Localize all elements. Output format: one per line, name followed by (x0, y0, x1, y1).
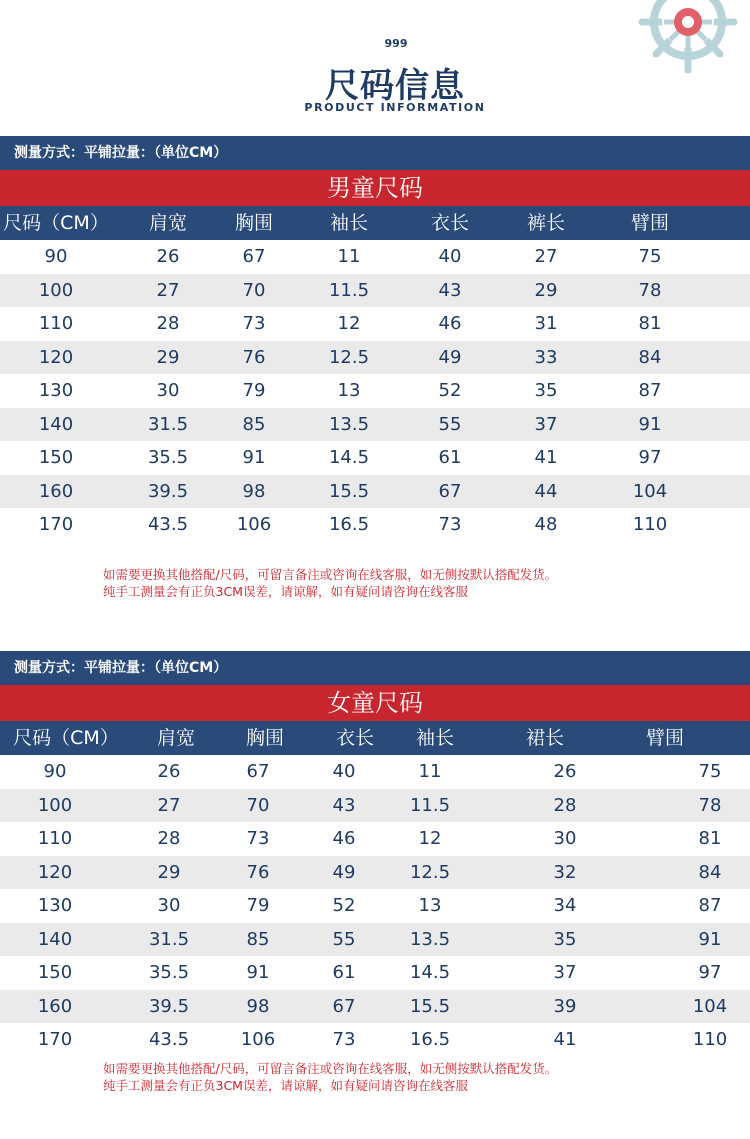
table-cell: 70 (242, 279, 266, 301)
table-cell: 67 (438, 480, 462, 502)
table-cell: 26 (553, 761, 577, 782)
table-cell: 11.5 (409, 794, 451, 816)
table-cell: 32 (553, 861, 577, 883)
table-cell: 84 (698, 861, 722, 883)
table-cell: 67 (242, 246, 266, 267)
boys-table-title: 男童尺码 (0, 170, 750, 206)
page-header (0, 0, 750, 130)
table-cell: 110 (632, 514, 668, 535)
table-cell: 26 (156, 246, 180, 267)
table-cell: 35 (534, 380, 558, 401)
table-cell: 27 (156, 279, 180, 301)
table-row (0, 789, 750, 823)
table-row (0, 475, 750, 509)
header-cell: 衣长 (335, 727, 374, 749)
table-cell: 29 (157, 861, 181, 883)
table-row (0, 307, 750, 341)
table-cell: 97 (638, 447, 662, 468)
table-cell: 91 (638, 413, 662, 435)
table-cell: 11 (418, 761, 442, 782)
table-row (0, 856, 750, 890)
table-cell: 55 (332, 928, 356, 950)
table-row (0, 822, 750, 856)
table-cell: 98 (246, 995, 270, 1017)
table-cell: 16.5 (328, 514, 370, 535)
table-cell: 97 (698, 962, 722, 983)
table-cell: 30 (553, 828, 577, 849)
table-cell: 55 (438, 413, 462, 435)
girls-table-title: 女童尺码 (0, 685, 750, 721)
table-cell: 81 (638, 313, 662, 334)
header-cell: 裤长 (526, 212, 565, 234)
table-cell: 130 (37, 895, 73, 916)
table-cell: 12 (418, 828, 442, 849)
table-cell: 78 (698, 794, 722, 816)
table-row (0, 923, 750, 957)
table-cell: 84 (638, 346, 662, 368)
table-header-row (0, 206, 750, 240)
table-cell: 73 (242, 313, 266, 334)
table-cell: 11.5 (328, 279, 370, 301)
table-row (0, 441, 750, 475)
table-cell: 46 (332, 828, 356, 849)
logo-text: 999 (384, 37, 408, 50)
table-cell: 61 (438, 447, 462, 468)
table-cell: 140 (37, 928, 73, 950)
table-row (0, 274, 750, 308)
table-cell: 73 (332, 1029, 356, 1050)
table-cell: 30 (156, 380, 180, 401)
table-cell: 26 (157, 761, 181, 782)
table-cell: 76 (246, 861, 270, 883)
table-cell: 15.5 (409, 995, 451, 1017)
table-cell: 110 (38, 313, 74, 334)
girls-size-section (0, 651, 750, 1057)
table-cell: 61 (332, 962, 356, 983)
table-cell: 90 (43, 761, 67, 782)
table-cell: 79 (242, 380, 266, 401)
header-cell: 臂围 (630, 212, 669, 234)
table-cell: 160 (37, 995, 73, 1017)
table-cell: 110 (692, 1029, 728, 1050)
table-cell: 33 (534, 346, 558, 368)
table-cell: 37 (534, 413, 558, 435)
header-cell: 胸围 (245, 727, 284, 749)
table-cell: 73 (438, 514, 462, 535)
table-cell: 14.5 (409, 962, 451, 983)
table-row (0, 374, 750, 408)
table-row (0, 508, 750, 542)
table-cell: 43 (332, 794, 356, 816)
boys-note (103, 566, 723, 600)
table-cell: 150 (38, 447, 74, 468)
girls-size-table-body (0, 755, 750, 1057)
table-cell: 120 (38, 346, 74, 368)
table-row (0, 755, 750, 789)
table-cell: 39.5 (147, 480, 189, 502)
table-cell: 29 (156, 346, 180, 368)
table-cell: 170 (37, 1029, 73, 1050)
page-subtitle: PRODUCT INFORMATION (304, 101, 486, 114)
table-cell: 28 (553, 794, 577, 816)
table-cell: 90 (44, 246, 68, 267)
table-cell: 31.5 (148, 928, 190, 950)
table-cell: 29 (534, 279, 558, 301)
table-cell: 67 (332, 995, 356, 1017)
header-cell: 肩宽 (148, 212, 187, 234)
table-cell: 28 (157, 828, 181, 849)
note-line: 纯手工测量会有正负3CM误差，请谅解，如有疑问请咨询在线客服 (103, 1078, 468, 1093)
table-cell: 49 (438, 346, 462, 368)
header-cell: 尺码（CM） (13, 727, 119, 749)
header-cell: 裙长 (525, 727, 564, 749)
measure-method: 测量方式：平铺拉量：（单位CM） (0, 136, 750, 170)
header-cell: 肩宽 (156, 727, 195, 749)
note-line: 如需要更换其他搭配/尺码，可留言备注或咨询在线客服，如无侧按默认搭配发货。 (103, 1061, 558, 1076)
table-cell: 120 (37, 861, 73, 883)
table-cell: 12.5 (328, 346, 370, 368)
header-cell: 尺码（CM） (3, 212, 109, 234)
table-cell: 75 (638, 246, 662, 267)
table-cell: 140 (38, 413, 74, 435)
table-cell: 35 (553, 928, 577, 950)
boys-size-section (0, 136, 750, 542)
table-cell: 31 (534, 313, 558, 334)
table-row (0, 341, 750, 375)
logo-mark (384, 34, 408, 50)
table-cell: 39 (553, 995, 577, 1017)
table-cell: 85 (242, 413, 266, 435)
ship-wheel-icon (622, 0, 750, 80)
table-row (0, 240, 750, 274)
table-cell: 27 (534, 246, 558, 267)
note-line: 如需要更换其他搭配/尺码，可留言备注或咨询在线客服，如无侧按默认搭配发货。 (103, 567, 558, 582)
table-row (0, 889, 750, 923)
table-row (0, 956, 750, 990)
header-cell: 袖长 (329, 212, 368, 234)
table-cell: 43.5 (147, 514, 189, 535)
table-cell: 85 (246, 928, 270, 950)
table-cell: 75 (698, 761, 722, 782)
table-cell: 104 (692, 995, 728, 1017)
boys-size-table-body (0, 240, 750, 542)
table-cell: 91 (246, 962, 270, 983)
table-cell: 13 (418, 895, 442, 916)
table-cell: 40 (332, 761, 356, 782)
header-cell: 衣长 (430, 212, 469, 234)
header-cell: 胸围 (234, 212, 273, 234)
measure-method: 测量方式：平铺拉量：（单位CM） (0, 651, 750, 685)
table-cell: 110 (37, 828, 73, 849)
table-cell: 34 (553, 895, 577, 916)
table-header-row (0, 721, 750, 755)
table-cell: 73 (246, 828, 270, 849)
header-cell: 袖长 (415, 727, 454, 749)
table-cell: 13 (337, 380, 361, 401)
table-cell: 15.5 (328, 480, 370, 502)
table-cell: 12.5 (409, 861, 451, 883)
table-cell: 13.5 (328, 413, 370, 435)
table-cell: 41 (553, 1029, 577, 1050)
table-cell: 37 (553, 962, 577, 983)
table-cell: 48 (534, 514, 558, 535)
table-cell: 100 (38, 279, 74, 301)
page-title: 尺码信息 (325, 66, 465, 106)
table-cell: 49 (332, 861, 356, 883)
note-line: 纯手工测量会有正负3CM误差，请谅解，如有疑问请咨询在线客服 (103, 584, 468, 599)
header-cell: 臂围 (645, 727, 684, 749)
table-cell: 106 (236, 514, 272, 535)
table-cell: 43 (438, 279, 462, 301)
table-cell: 40 (438, 246, 462, 267)
table-cell: 16.5 (409, 1029, 451, 1050)
table-cell: 30 (157, 895, 181, 916)
table-cell: 160 (38, 480, 74, 502)
table-cell: 35.5 (147, 447, 189, 468)
table-row (0, 1023, 750, 1057)
table-cell: 104 (632, 480, 668, 502)
table-cell: 98 (242, 480, 266, 502)
table-cell: 81 (698, 828, 722, 849)
girls-note (103, 1060, 723, 1094)
table-cell: 39.5 (148, 995, 190, 1017)
table-cell: 41 (534, 447, 558, 468)
table-cell: 44 (534, 480, 558, 502)
table-cell: 170 (38, 514, 74, 535)
table-cell: 78 (638, 279, 662, 301)
table-cell: 130 (38, 380, 74, 401)
table-cell: 11 (337, 246, 361, 267)
table-cell: 13.5 (409, 928, 451, 950)
table-cell: 76 (242, 346, 266, 368)
table-row (0, 408, 750, 442)
table-cell: 150 (37, 962, 73, 983)
table-cell: 35.5 (148, 962, 190, 983)
table-cell: 27 (157, 794, 181, 816)
table-cell: 28 (156, 313, 180, 334)
table-row (0, 990, 750, 1024)
table-cell: 91 (698, 928, 722, 950)
table-cell: 79 (246, 895, 270, 916)
table-cell: 87 (638, 380, 662, 401)
table-cell: 106 (240, 1029, 276, 1050)
table-cell: 31.5 (147, 413, 189, 435)
table-cell: 52 (438, 380, 462, 401)
table-cell: 67 (246, 761, 270, 782)
table-cell: 87 (698, 895, 722, 916)
table-cell: 91 (242, 447, 266, 468)
table-cell: 52 (332, 895, 356, 916)
table-cell: 100 (37, 794, 73, 816)
table-cell: 46 (438, 313, 462, 334)
table-cell: 70 (246, 794, 270, 816)
table-cell: 14.5 (328, 447, 370, 468)
table-cell: 43.5 (148, 1029, 190, 1050)
table-cell: 12 (337, 313, 361, 334)
